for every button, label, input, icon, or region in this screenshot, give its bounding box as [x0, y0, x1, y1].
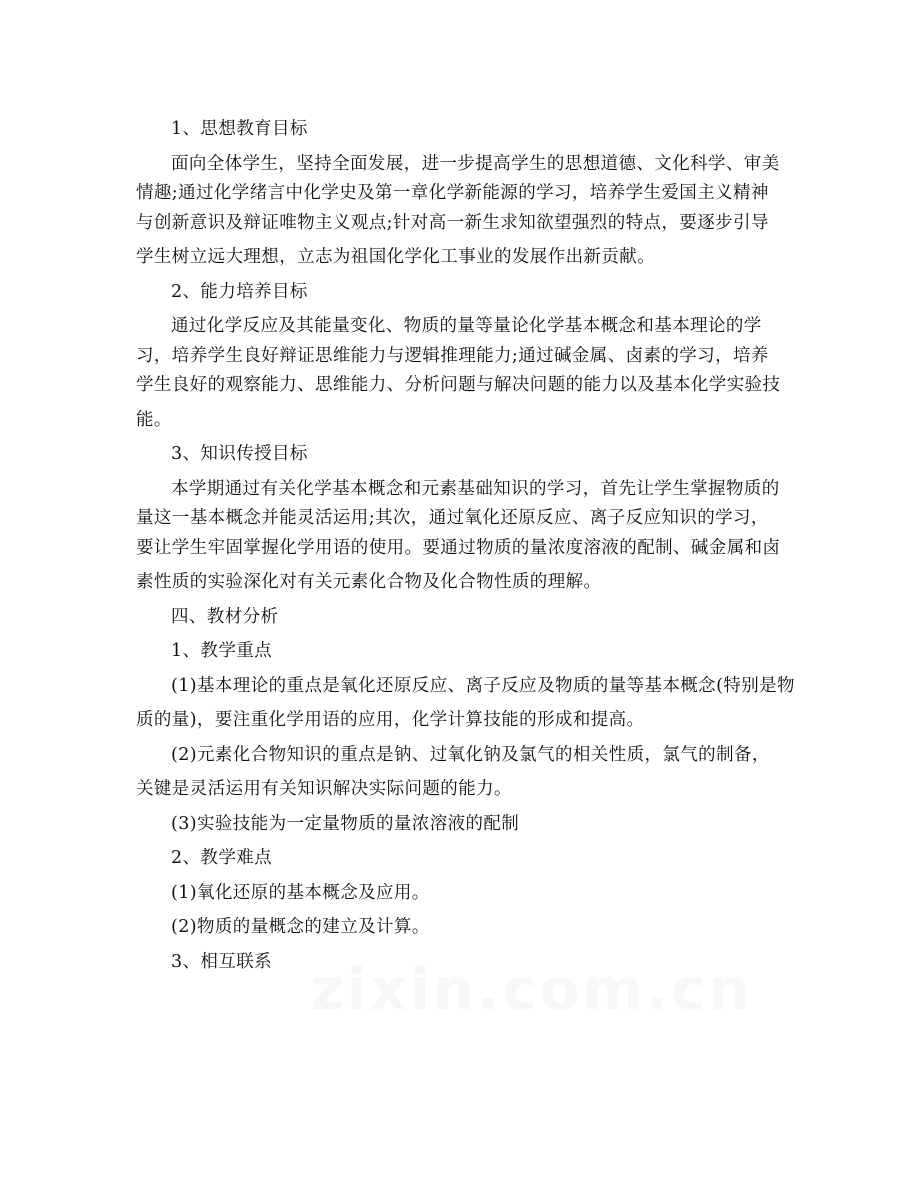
paragraph-line: 通过化学反应及其能量变化、物质的量等量论化学基本概念和基本理论的学 [171, 316, 762, 336]
heading-ability-training: 2、能力培养目标 [171, 281, 308, 302]
paragraph-line: 习，培养学生良好辩证思维能力与逻辑推理能力;通过碱金属、卤素的学习，培养 [136, 345, 769, 366]
heading-knowledge-transfer: 3、知识传授目标 [171, 444, 308, 464]
paragraph-line: 能。 [136, 409, 172, 430]
watermark: zixin.com.cn [310, 955, 753, 1023]
paragraph-line: 要让学生牢固掌握化学用语的使用。要通过物质的量浓度溶液的配制、碱金属和卤 [136, 537, 781, 558]
paragraph-line: 面向全体学生，坚持全面发展，进一步提高学生的思想道德、文化科学、审美 [171, 153, 780, 174]
list-item-line: (2)物质的量概念的建立及计算。 [171, 917, 430, 937]
list-item-line: (2)元素化合物知识的重点是钠、过氧化钠及氯气的相关性质，氯气的制备， [171, 744, 770, 765]
heading-textbook-analysis: 四、教材分析 [171, 606, 279, 627]
heading-thought-education: 1、思想教育目标 [171, 119, 308, 139]
paragraph-line: 本学期通过有关化学基本概念和元素基础知识的学习，首先让学生掌握物质的 [171, 478, 780, 499]
paragraph-line: 学生良好的观察能力、思维能力、分析问题与解决问题的能力以及基本化学实验技 [136, 375, 781, 395]
list-item-line: (3)实验技能为一定量物质的量浓溶液的配制 [171, 813, 520, 834]
list-item-line: (1)氧化还原的基本概念及应用。 [171, 882, 430, 903]
paragraph-line: 学生树立远大理想，立志为祖国化学化工事业的发展作出新贡献。 [136, 247, 656, 267]
list-item-line: 质的量)，要注重化学用语的应用，化学计算技能的形成和提高。 [136, 710, 645, 730]
paragraph-line: 量这一基本概念并能灵活运用;其次，通过氧化还原反应、离子反应知识的学习， [136, 508, 769, 528]
document-page [136, 115, 795, 977]
paragraph-line: 素性质的实验深化对有关元素化合物及化合物性质的理解。 [136, 572, 602, 592]
heading-teaching-focus: 1、教学重点 [171, 641, 273, 661]
heading-teaching-difficulty: 2、教学难点 [171, 848, 273, 868]
list-item-line: (1)基本理论的重点是氧化还原反应、离子反应及物质的量等基本概念(特别是物 [171, 675, 795, 696]
paragraph-line: 情趣;通过化学绪言中化学史及第一章化学新能源的学习，培养学生爱国主义精神 [136, 183, 769, 203]
heading-interconnection: 3、相互联系 [171, 951, 273, 972]
paragraph-line: 与创新意识及辩证唯物主义观点;针对高一新生求知欲望强烈的特点，要逐步引导 [136, 212, 769, 233]
list-item-line: 关键是灵活运用有关知识解决实际问题的能力。 [136, 779, 512, 799]
